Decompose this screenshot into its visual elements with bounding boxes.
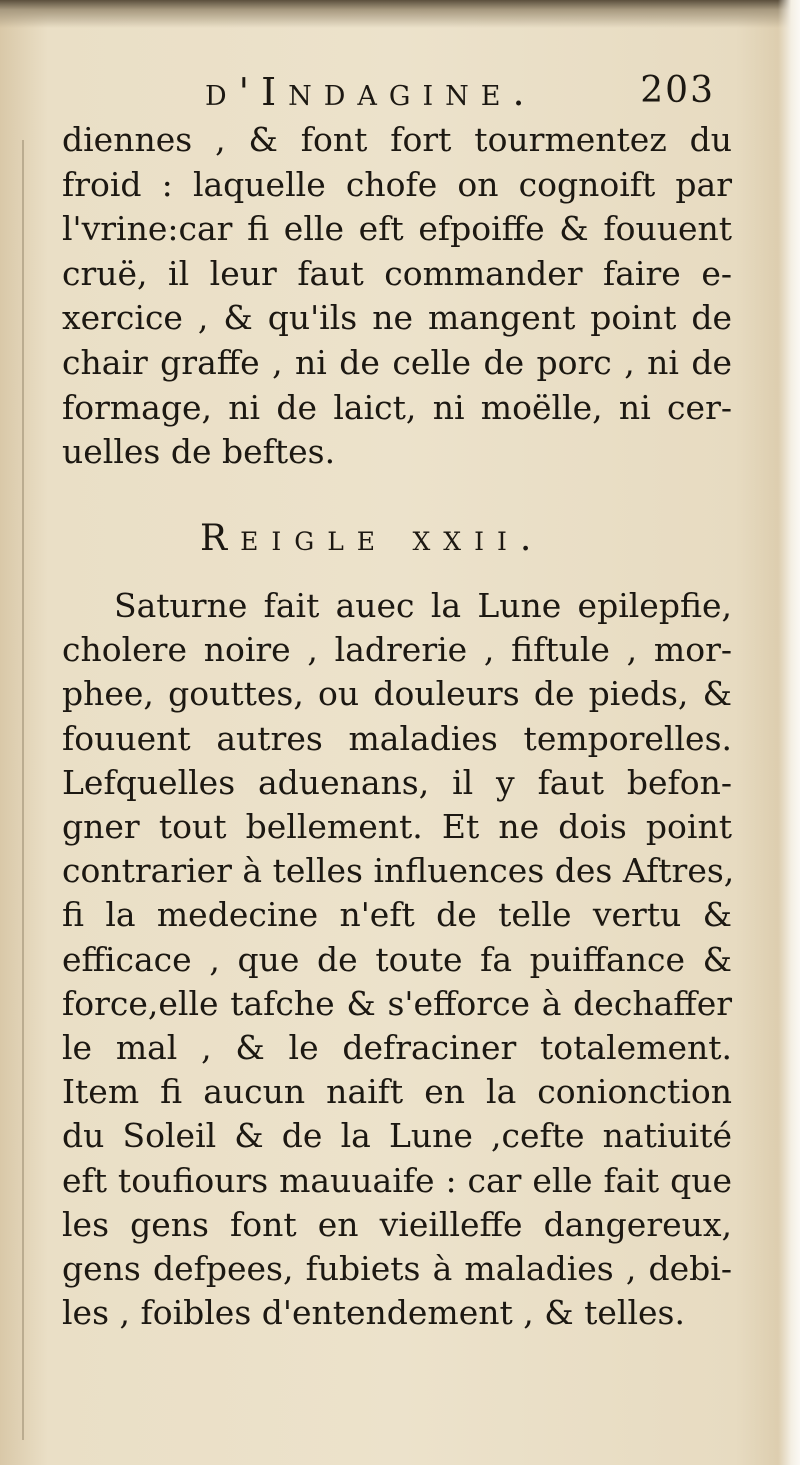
text-line: cruë, il leur faut commander faire e- [62, 253, 732, 293]
text-line: fi la medecine n'eft de telle vertu & [62, 895, 732, 935]
page-top-shadow [0, 0, 800, 28]
text-line: phee, gouttes, ou douleurs de pieds, & [62, 674, 732, 714]
text-line: cholere noire , ladrerie , fiftule , mor- [62, 630, 732, 670]
paragraph-rule-22 [62, 584, 735, 1335]
page-gutter-line [22, 140, 24, 1440]
text-line: contrarier à telles influences des Aftres, [62, 851, 735, 891]
running-head: d'Indagine. [205, 70, 537, 114]
text-line: Item fi aucun naift en la conionction [62, 1072, 732, 1112]
text-line: uelles de beftes. [62, 432, 336, 472]
text-line: froid : laquelle chofe on cognoift par [62, 164, 732, 204]
text-line: chair graffe , ni de celle de porc , ni de [62, 342, 732, 382]
page-header [205, 70, 715, 120]
page-number: 203 [640, 70, 715, 111]
text-line: du Soleil & de la Lune ,cefte natiuité [62, 1116, 732, 1156]
text-line: Lefquelles aduenans, il y faut befon- [62, 762, 732, 802]
text-line: Saturne fait auec la Lune epilepfie, [114, 586, 732, 625]
text-line: xercice , & qu'ils ne mangent point de [62, 298, 732, 338]
text-line: les , foibles d'entendement , & telles. [62, 1293, 685, 1333]
text-line: les gens font en vieilleffe dangereux, [62, 1204, 732, 1244]
text-line: diennes , & font fort tourmentez du [62, 120, 732, 159]
text-line: force,elle tafche & s'efforce à dechaffer [62, 983, 732, 1023]
text-line: gens defpees, fubiets à maladies , debi- [62, 1249, 732, 1289]
text-line: fouuent autres maladies temporelles. [62, 718, 732, 758]
section-heading: Reigle xxii. [200, 518, 545, 559]
text-line: eft toufiours mauuaife : car elle fait que [62, 1160, 732, 1200]
text-line: l'vrine:car fi elle eft efpoiffe & fouuent [62, 209, 732, 249]
page-right-edge [778, 0, 800, 1465]
paragraph-continuation [62, 118, 732, 475]
text-line: formage, ni de laict, ni moëlle, ni cer- [62, 387, 732, 427]
text-line: gner tout bellement. Et ne dois point [62, 807, 732, 847]
text-line: le mal , & le defraciner totalement. [62, 1028, 732, 1068]
text-line: efficace , que de toute fa puiffance & [62, 939, 732, 979]
